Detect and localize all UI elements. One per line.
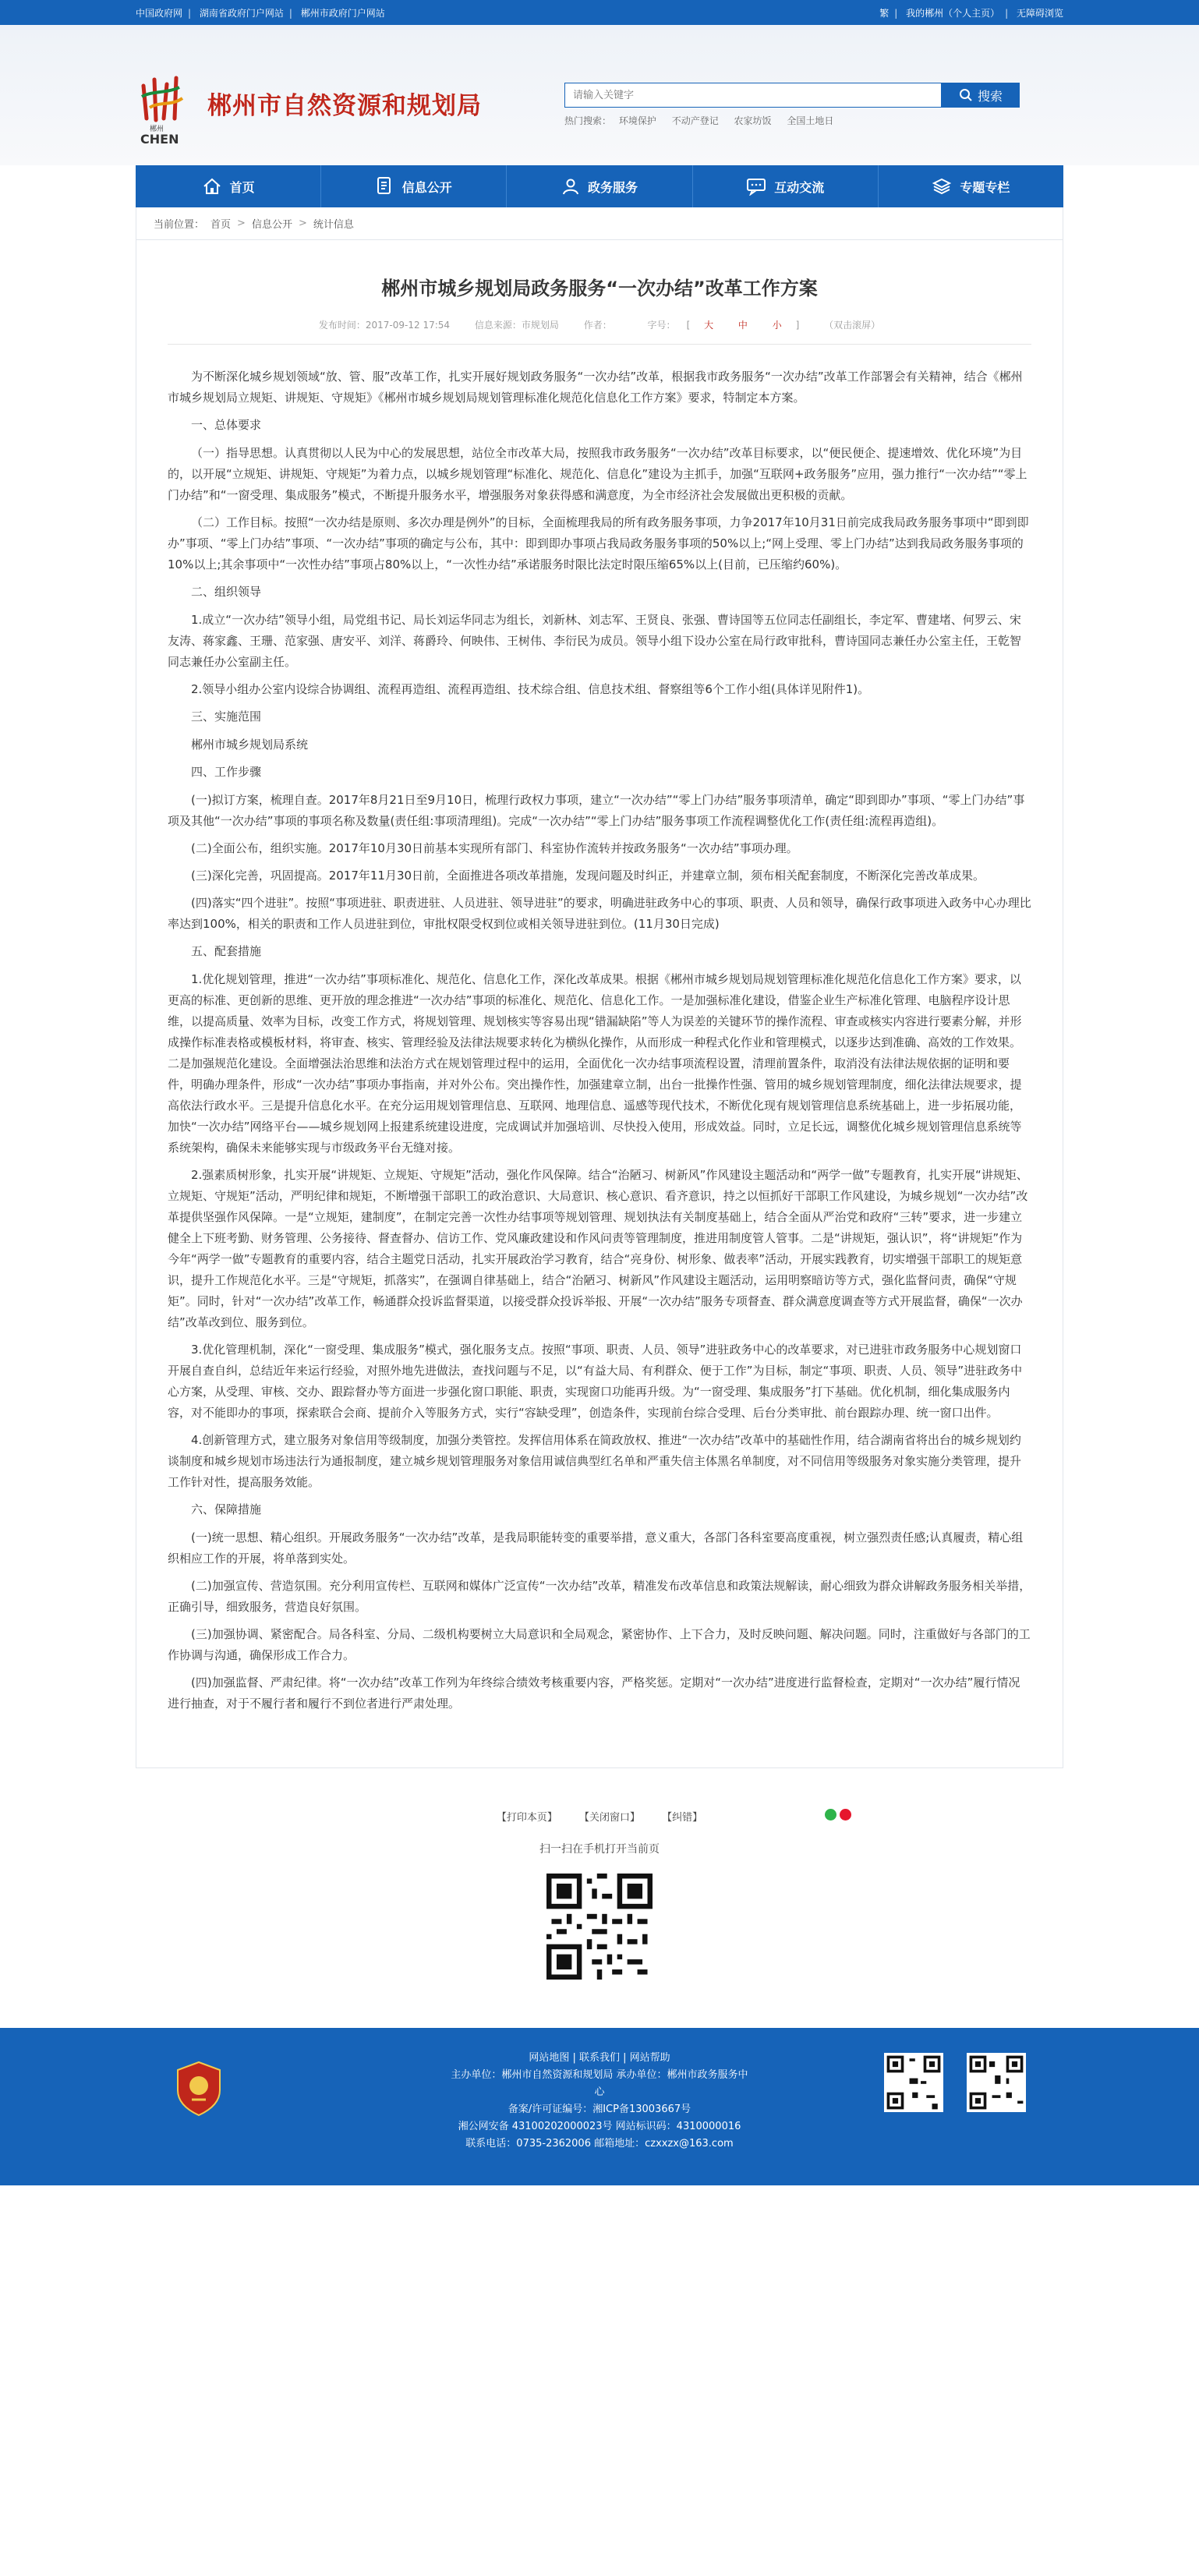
nav-home-label: 首页 xyxy=(229,179,255,195)
tool-links xyxy=(136,1809,1063,1824)
intro-paragraph: 为不断深化城乡规划领域“放、管、服”改革工作，扎实开展好规划政务服务“一次办结”改革，根据我市政务服务“一次办结”改革工作部署会有关精神，结合《郴州市城乡规划局立规矩、讲规矩、守规矩》《郴州市城乡规划局规划管理标准化规范化信息化工作方案》要求，特制定本方案。 xyxy=(168,370,1023,405)
search-icon xyxy=(959,88,973,102)
topbar-right-links: 繁 | 我的郴州（个人主页） | 无障碍浏览 xyxy=(879,7,1063,19)
font-medium-button[interactable]: 中 xyxy=(737,320,748,331)
breadcrumb-item[interactable]: 统计信息 xyxy=(313,219,354,231)
footer-contact: 联系电话：0735-2362006 邮箱地址：czxxzx@163.com xyxy=(465,2138,734,2150)
info-source: 信息来源：市规划局 xyxy=(474,320,559,331)
link-gov-cn[interactable]: 中国政府网 xyxy=(136,7,183,19)
hot-word[interactable]: 不动产登记 xyxy=(671,115,719,126)
nav-info-disclosure[interactable] xyxy=(321,165,507,207)
svg-text:CHEN: CHEN xyxy=(140,132,179,147)
main-nav xyxy=(136,165,1063,207)
nav-home[interactable] xyxy=(136,165,321,207)
close-window-link[interactable]: 【关闭窗口】 xyxy=(578,1812,640,1824)
footer-organizer: 主办单位：郴州市自然资源和规划局 承办单位：郴州市政务服务中 xyxy=(451,2069,748,2081)
article-title: 郴州市城乡规划局政务服务“一次办结”改革工作方案 xyxy=(381,278,818,299)
hot-word[interactable]: 全国土地日 xyxy=(787,115,834,126)
paragraph: （二）工作目标。按照“一次办结是原则、多次办理是例外”的目标，全面梳理我局的所有政务服务事项，力争2017年10月31日前完成我局政务服务事项中“即到即办”事项、“零上门办结”事项、“一次办结”事项的确定与公布，其中：即到即办事项占我局政务服务事项的50%以上;“网上受理、零上门办结”达到我局政务服务事项的10%以上;其余事项中“一次性办结”事项占80%以上，“一次性办结”承诺服务时限比法定时限压缩65%以上(目前，已压缩约60%)。 xyxy=(168,515,1029,571)
font-small-button[interactable]: 小 xyxy=(772,320,782,331)
publish-time: 发布时间：2017-09-12 17:54 xyxy=(318,320,451,331)
document-icon xyxy=(376,176,394,196)
nav-topics-label: 专题专栏 xyxy=(960,179,1010,195)
nav-services-label: 政务服务 xyxy=(588,179,638,195)
hot-word[interactable]: 农家坊饭 xyxy=(734,115,772,126)
font-size-control: 字号： [ 大 中 小 ] xyxy=(647,320,803,331)
breadcrumb-separator: > xyxy=(237,218,246,229)
footer-organizer-cont: 心 xyxy=(594,2086,605,2098)
svg-text:郴州: 郴州 xyxy=(150,126,164,133)
hot-label: 热门搜索： xyxy=(564,115,612,126)
scroll-hint[interactable]: （双击滚屏） xyxy=(824,320,881,331)
hot-word[interactable]: 环境保护 xyxy=(618,115,656,126)
report-error-link[interactable]: 【纠错】 xyxy=(662,1812,703,1824)
breadcrumb xyxy=(136,207,1063,240)
person-icon xyxy=(561,177,580,196)
paragraph: 2.强素质树形象，扎实开展“讲规矩、立规矩、守规矩”活动，强化作风保障。结合“治陋习、树新风”作风建设主题活动和“两学一做”专题教育，扎实开展“讲规矩、立规矩、守规矩”活动，严明纪律和规矩，不断增强干部职工的政治意识、大局意识、核心意识、看齐意识，持之以恒抓好干部职工作风建设，为城乡规划“一次办结”改革提供坚强作风保障。一是“立规矩，建制度”，在制定完善一次性办结事项等规划管理、规划执法有关制度基础上，结合全面从严治党和政府“三转”要求，进一步建立健全上下班考勤、财务管理、公务接待、督查督办、信访工作、党风廉政建设和作风问责等管理制度，推进用制度管人管事。二是“讲规矩，强认识”，将“讲规矩”作为今年“两学一做”专题教育的重要内容，结合主题党日活动，扎实开展政治学习教育，结合“亮身份、树形象、做表率”活动，开展实践教育，切实增强干部职工的规矩意识，提升工作规范化水平。三是“守规矩，抓落实”，在强调自律基础上，结合“治陋习、树新风”作风建设主题活动，运用明察暗访等方式，强化监督问责，确保“守规矩”。同时，针对“一次办结”改革工作，畅通群众投诉监督渠道，以接受群众投诉举报、开展“一次办结”服务专项督查、群众满意度调查等方式开展监督，确保“一次办结”改革改到位、服务到位。 xyxy=(168,1168,1028,1329)
breadcrumb-label: 当前位置： xyxy=(154,219,205,231)
top-bar xyxy=(0,0,1199,25)
weibo-icon[interactable] xyxy=(840,1809,851,1821)
paragraph: (三)加强协调、紧密配合。局各科室、分局、二级机构要树立大局意识和全局观念，紧密协作、上下合力，及时反映问题、解决问题。同时，注重做好与各部门的工作协调与沟通，确保形成工作合力。 xyxy=(168,1627,1031,1662)
footer-links[interactable]: 网站地图 | 联系我们 | 网站帮助 xyxy=(529,2052,670,2064)
site-logo[interactable] xyxy=(136,70,207,151)
link-hunan-gov[interactable]: 湖南省政府门户网站 xyxy=(199,7,284,19)
link-chenzhou-gov[interactable]: 郴州市政府门户网站 xyxy=(300,7,385,19)
footer-qr-code xyxy=(967,2053,1026,2112)
section-heading: 一、总体要求 xyxy=(191,418,262,432)
article-meta xyxy=(168,318,1031,345)
paragraph: 郴州市城乡规划局系统 xyxy=(191,738,309,752)
article-container xyxy=(136,240,1063,1768)
my-chenzhou-link[interactable]: 我的郴州（个人主页） xyxy=(906,7,1000,19)
section-heading: 二、组织领导 xyxy=(191,585,262,599)
paragraph: (三)深化完善，巩固提高。2017年11月30日前，全面推进各项改革措施，发现问题及时纠正，并建章立制，须布相关配套制度，不断深化完善改革成果。 xyxy=(191,869,985,883)
hot-searches xyxy=(564,114,846,127)
section-heading: 三、实施范围 xyxy=(191,709,262,724)
footer xyxy=(0,2028,1199,2185)
page-tools xyxy=(136,1768,1063,1983)
paragraph: (一)拟订方案，梳理自查。2017年8月21日至9月10日，梳理行政权力事项，建立“一次办结”“零上门办结”服务事项清单，确定“即到即办”事项、“零上门办结”事项及其他“一次办结”事项的事项名称及数量(责任组:事项清理组)。完成“一次办结”“零上门办结”服务事项工作流程调整优化工作(责任组:流程再造组)。 xyxy=(168,793,1025,828)
paragraph: （一）指导思想。认真贯彻以人民为中心的发展思想，站位全市改革大局，按照我市政务服务“一次办结”改革目标要求，以“便民便企、提速增效、优化环境”为目的，以开展“立规矩、讲规矩、守规矩”为着力点，以城乡规划管理“标准化、规范化、信息化”建设为主抓手，加强“互联网+政务服务”应用，强力推行“一次办结”“零上门办结”和“一窗受理、集成服务”模式，不断提升服务水平，增强服务对象获得感和满意度，为全市经济社会发展做出更积极的贡献。 xyxy=(168,446,1027,502)
font-size-label: 字号： xyxy=(647,320,676,331)
search-input[interactable] xyxy=(564,83,942,108)
footer-qr-code xyxy=(884,2053,943,2112)
footer-icp[interactable]: 备案/许可证编号：湘ICP备13003667号 xyxy=(508,2104,691,2115)
breadcrumb-separator: > xyxy=(298,218,307,229)
layers-icon xyxy=(932,177,952,196)
paragraph: (二)全面公布，组织实施。2017年10月30日前基本实现所有部门、科室协作流转并按政务服务“一次办结”事项办理。 xyxy=(191,841,798,855)
nav-interaction-label: 互动交流 xyxy=(774,179,825,195)
section-heading: 六、保障措施 xyxy=(191,1502,262,1516)
search-button-label: 搜索 xyxy=(977,88,1003,104)
home-icon xyxy=(202,177,222,196)
page-qr-code xyxy=(546,1874,653,1980)
wechat-icon[interactable] xyxy=(825,1809,836,1821)
paragraph: 2.领导小组办公室内设综合协调组、流程再造组、流程再造组、技术综合组、信息技术组、督察组等6个工作小组(具体详见附件1)。 xyxy=(191,682,870,696)
chat-icon xyxy=(746,177,766,196)
paragraph: 3.优化管理机制，深化“一窗受理、集成服务”模式，强化服务支点。按照“事项、职责、人员、领导”进驻政务中心的改革要求，对已进驻市政务服务中心规划窗口开展自查自纠，总结近年来运行经验，对照外地先进做法，查找问题与不足，以“有益大局、有利群众、便于工作”为目标，制定“事项、职责、人员、领导”进驻政务中心方案，从受理、审核、交办、跟踪督办等方面进一步强化窗口职能、职责，实现窗口功能再升级。为“一窗受理、集成服务”打下基础。优化机制，细化集成服务内容，对不能即办的事项，探索联合会商、提前介入等服务方式，实行“容缺受理”，创造条件，实现前台综合受理、后台分类审批、前台跟踪办理、统一窗口出件。 xyxy=(168,1343,1023,1420)
font-large-button[interactable]: 大 xyxy=(704,320,714,331)
share-buttons xyxy=(825,1809,851,1821)
nav-interaction[interactable] xyxy=(693,165,879,207)
accessibility-link[interactable]: 无障碍浏览 xyxy=(1016,7,1063,19)
print-page-link[interactable]: 【打印本页】 xyxy=(496,1812,557,1824)
scan-hint: 扫一扫在手机打开当前页 xyxy=(539,1843,660,1856)
paragraph: (四)加强监督、严肃纪律。将“一次办结”改革工作列为年终综合绩效考核重要内容，严格奖惩。定期对“一次办结”进度进行监督检查，定期对“一次办结”履行情况进行抽查，对于不履行者和履行不到位者进行严肃处理。 xyxy=(168,1675,1020,1711)
traditional-chinese-link[interactable]: 繁 xyxy=(879,7,890,19)
paragraph: (一)统一思想、精心组织。开展政务服务“一次办结”改革，是我局职能转变的重要举措，意义重大，各部门各科室要高度重视，树立强烈责任感;认真履责，精心组织相应工作的开展，将单落到实处。 xyxy=(168,1530,1024,1566)
nav-gov-services[interactable] xyxy=(507,165,692,207)
breadcrumb-item[interactable]: 首页 xyxy=(210,219,232,231)
topbar-left-links: 中国政府网 | 湖南省政府门户网站 | 郴州市政府门户网站 xyxy=(136,7,385,19)
nav-info-label: 信息公开 xyxy=(401,179,452,195)
footer-police-record: 湘公网安备 43100202000023号 网站标识码：4310000016 xyxy=(458,2121,741,2132)
paragraph: 1.成立“一次办结”领导小组，局党组书记、局长刘运华同志为组长，刘新林、刘志军、王贤良、张强、曹诗国等五位同志任副组长，李定军、曹建堵、何罗云、宋友涛、蒋家鑫、王珊、范家强、唐安平、刘洋、蒋爵玲、何映伟、王树伟、李衍民为成员。领导小组下设办公室在局行政审批科，曹诗国同志兼任办公室主任，王乾智同志兼任办公室副主任。 xyxy=(168,613,1022,669)
paragraph: 1.优化规划管理，推进“一次办结”事项标准化、规范化、信息化工作，深化改革成果。根据《郴州市城乡规划局规划管理标准化规范化信息化工作方案》要求，以更高的标准、更创新的思维、更开放的理念推进“一次办结”事项的标准化、规范化、信息化工作。一是加强标准化建设，借鉴企业生产标准化管理、电脑程序设计思维，以提高质量、效率为目标，改变工作方式，将规划管理、规划核实等容易出现“错漏缺陷”等人为误差的关键环节的操作流程、审查或核实内容进行要素分解，并形成操作标准表格或模板材料，将审查、核实、管理经验及法律法规要求转化为横纵化操作，从而形成一种程式化作业和管理模式，以逐步达到准确、高效的工作效果。二是加强规范化建设。全面增强法治思维和法治方式在规划管理过程中的运用，全面优化一次办结事项流程设置，清理前置条件，取消没有法律法规依据的证明和要件，明确办理条件，形成“一次办结”事项办事指南，并对外公布。突出操作性，加强建章立制，出台一批操作性强、管用的城乡规划管理制度，细化法律法规要求，提高依法行政水平。三是提升信息化水平。在充分运用规划管理信息、互联网、地理信息、遥感等现代技术，不断优化现有规划管理信息系统基础上，进一步拓展功能，加快“一次办结”网络平台——城乡规划网上报建系统建设进度，完成调试并加强培训、尽快投入使用，形成效益。同时，立足长远，调整优化城乡规划管理信息系统等系统架构，确保未来能够实现与市级政务平台无缝对接。 xyxy=(168,972,1022,1155)
section-heading: 四、工作步骤 xyxy=(191,765,262,779)
search-box xyxy=(564,83,1020,108)
author: 作者： xyxy=(583,320,612,331)
site-title: 郴州市自然资源和规划局 xyxy=(207,92,482,120)
search-button[interactable] xyxy=(942,83,1020,108)
paragraph: 4.创新管理方式，建立服务对象信用等级制度，加强分类管控。发挥信用体系在简政放权、推进“一次办结”改革中的基础性作用，结合湖南省将出台的城乡规划约谈制度和城乡规划市场违法行为通报制度，建立城乡规划管理服务对象信用诚信典型红名单和严重失信主体黑名单制度，对不同信用等级服务对象实施分类管理，提升工作针对性，提高服务效能。 xyxy=(168,1433,1022,1489)
article-body xyxy=(168,345,1031,1714)
paragraph: (四)落实“四个进驻”。按照“事项进驻、职责进驻、人员进驻、领导进驻”的要求，明确进驻政务中心的事项、职责、人员和领导，确保行政事项进入政务中心办理比率达到100%，相关的职责和工作人员进驻到位，审批权限受权到位或相关领导进驻到位。(11月30日完成) xyxy=(168,896,1031,931)
nav-special-topics[interactable] xyxy=(879,165,1063,207)
section-heading: 五、配套措施 xyxy=(191,944,262,958)
header xyxy=(0,25,1199,165)
breadcrumb-item[interactable]: 信息公开 xyxy=(251,219,292,231)
paragraph: (二)加强宣传、营造氛围。充分利用宣传栏、互联网和媒体广泛宣传“一次办结”改革，精准发布改革信息和政策法规解读，耐心细致为群众讲解政务服务相关举措，正确引导，细致服务，营造良好氛围。 xyxy=(168,1579,1031,1614)
